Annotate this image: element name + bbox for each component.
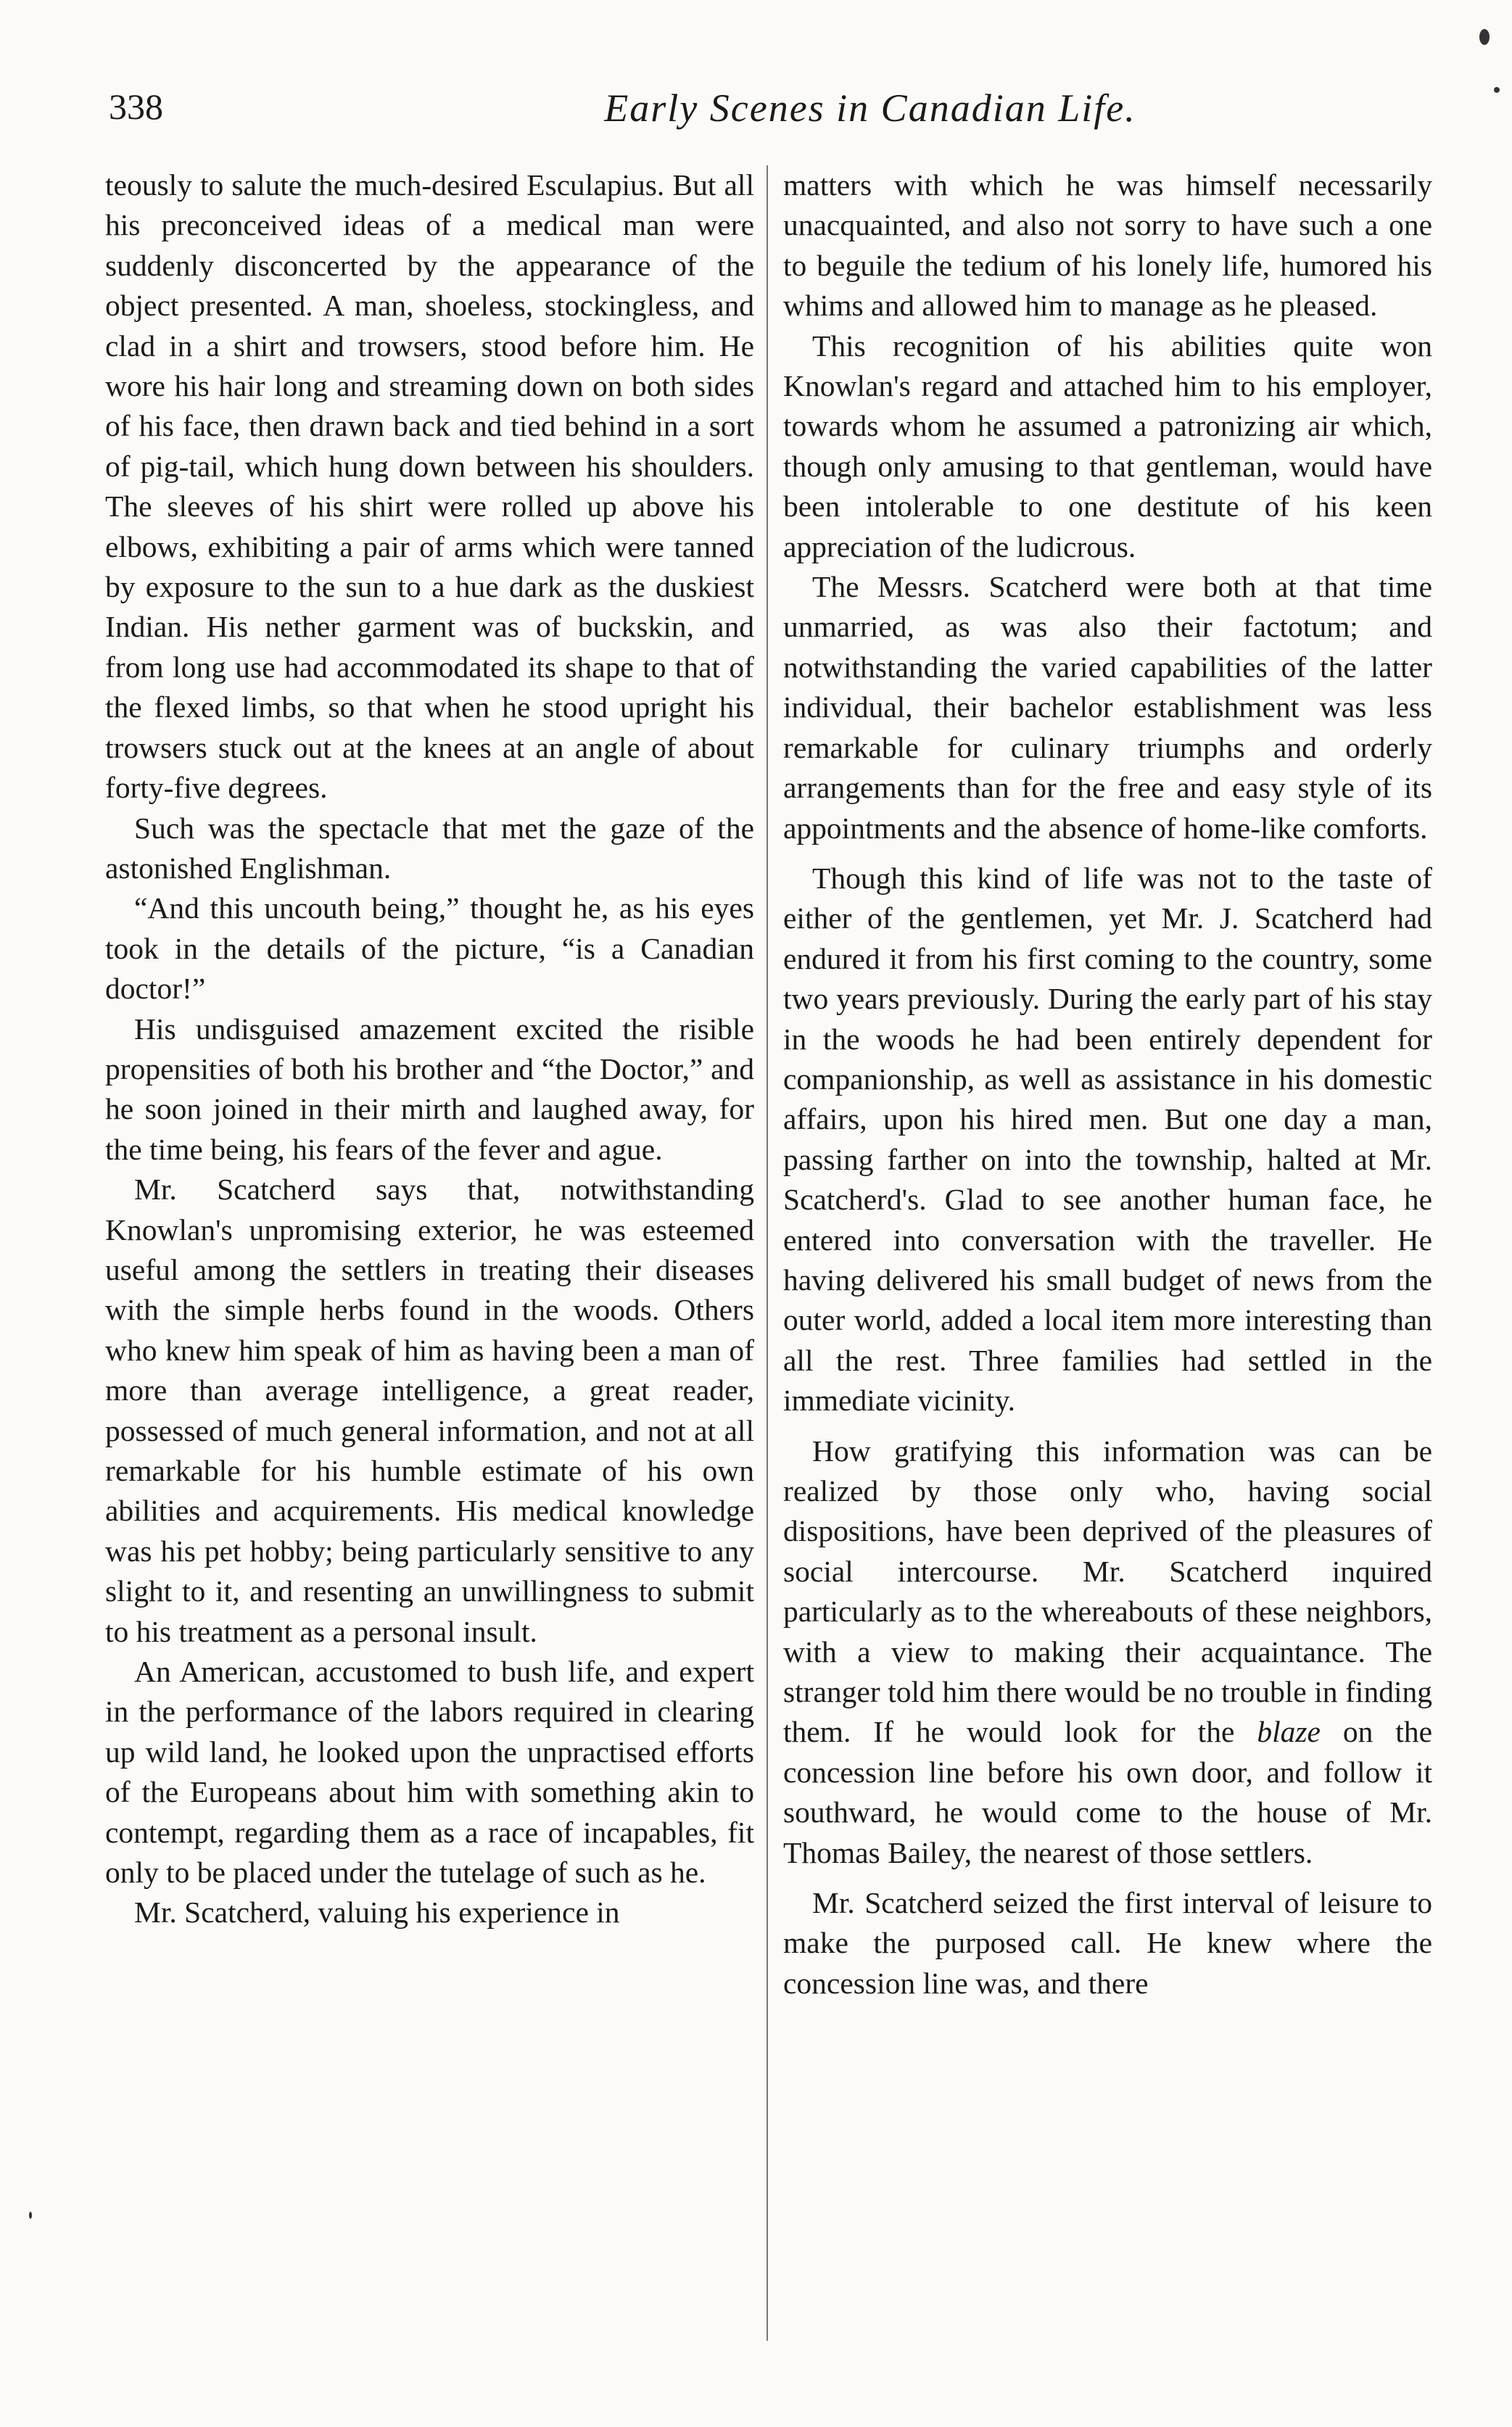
paragraph: Mr. Scatcherd says that, notwithstanding Knowlan's unpromising exterior, he was esteemed useful among the settlers in treating their diseases with the simple herbs found in the woods. Others who knew him speak of him as having been a man of more than average intelligence, a great reader, possessed of much general information, and not at all remarkable for his humble estimate of his own abilities and acquirements. His medical knowledge was his pet hobby; being particularly sensitive to any slight to it, and resenting an unwillingness to submit to his treatment as a personal insult. xyxy=(105,1173,754,1648)
paragraph: This recognition of his abilities quite won Knowlan's regard and attached him to his employer, towards whom he assumed a patronizing air which, though only amusing to that gentleman, would have been intolerable to one destitute of his keen appreciation of the ludicrous. xyxy=(783,328,1432,563)
column-divider xyxy=(767,165,768,2341)
text-run: How gratifying this information was can be realized by those only who, having social dispositions, have been deprived of the pleasures of social intercourse. Mr. Scatcherd inquired particularly as to the whereabouts of these neighbors, with a view to making their acquaintance. The stranger told him there would be no trouble in finding them. If he would look for the xyxy=(783,1434,1432,1749)
page-number: 338 xyxy=(109,86,163,127)
paragraph: Such was the spectacle that met the gaze of the astonished Englishman. xyxy=(105,811,754,885)
paragraph xyxy=(783,1431,1432,1873)
paragraph: The Messrs. Scatcherd were both at that time unmarried, as was also their factotum; and notwithstanding the varied capabilities of the latter individual, their bachelor establishment was less remarkable for culinary triumphs and orderly arrangements than for the free and easy style of its appointments and the absence of home-like comforts. xyxy=(783,570,1432,845)
paragraph: Mr. Scatcherd, valuing his experience in xyxy=(134,1895,620,1930)
page-header xyxy=(109,86,1436,144)
text-run: on the concession line before his own door, and follow it southward, he would come to the house of Mr. Thomas Bailey, the nearest of those settlers. xyxy=(783,1715,1432,1869)
left-column xyxy=(105,165,754,1933)
running-title: Early Scenes in Canadian Life. xyxy=(604,86,1136,130)
print-speck xyxy=(1494,87,1500,93)
right-column xyxy=(783,165,1432,2004)
paragraph: “And this uncouth being,” thought he, as his eyes took in the details of the picture, “is a Canadian doctor!” xyxy=(105,891,754,1006)
paragraph: An American, accustomed to bush life, and expert in the performance of the labors required in clearing up wild land, he looked upon the unpractised efforts of the Europeans about him with something akin to contempt, regarding them as a race of incapables, fit only to be placed under the tutelage of such as he. xyxy=(105,1655,754,1890)
print-speck xyxy=(29,2212,32,2219)
paragraph: Though this kind of life was not to the taste of either of the gentlemen, yet Mr. J. Scatcherd had endured it from his first coming to the country, some two years previously. During the early part of his stay in the woods he had been entirely dependent for companionship, as well as assistance in his domestic affairs, upon his hired men. But one day a man, passing farther on into the township, halted at Mr. Scatcherd's. Glad to see another human face, he entered into conversation with the traveller. He having delivered his small budget of news from the outer world, added a local item more interesting than all the rest. Three families had settled in the immediate vicinity. xyxy=(783,861,1432,1418)
italic-word: blaze xyxy=(1257,1715,1321,1749)
paragraph: matters with which he was himself necessarily unacquainted, and also not sorry to have such a one to beguile the tedium of his lonely life, humored his whims and allowed him to manage as he pleased. xyxy=(783,168,1432,323)
paragraph: Mr. Scatcherd seized the first interval of leisure to make the purposed call. He knew where the concession line was, and there xyxy=(783,1886,1432,2000)
paragraph: teously to salute the much-desired Esculapius. But all his preconceived ideas of a medical man were suddenly disconcerted by the appearance of the object presented. A man, shoeless, stockingless, and clad in a shirt and trowsers, stood before him. He wore his hair long and streaming down on both sides of his face, then drawn back and tied behind in a sort of pig-tail, which hung down between his shoulders. The sleeves of his shirt were rolled up above his elbows, exhibiting a pair of arms which were tanned by exposure to the sun to a hue dark as the duskiest Indian. His nether garment was of buckskin, and from long use had accommodated its shape to that of the flexed limbs, so that when he stood upright his trowsers stuck out at the knees at an angle of about forty-five degrees. xyxy=(105,168,754,805)
paragraph: His undisguised amazement excited the risible propensities of both his brother and “the Doctor,” and he soon joined in their mirth and laughed away, for the time being, his fears of the fever and ague. xyxy=(105,1012,754,1166)
print-speck xyxy=(1479,29,1490,45)
